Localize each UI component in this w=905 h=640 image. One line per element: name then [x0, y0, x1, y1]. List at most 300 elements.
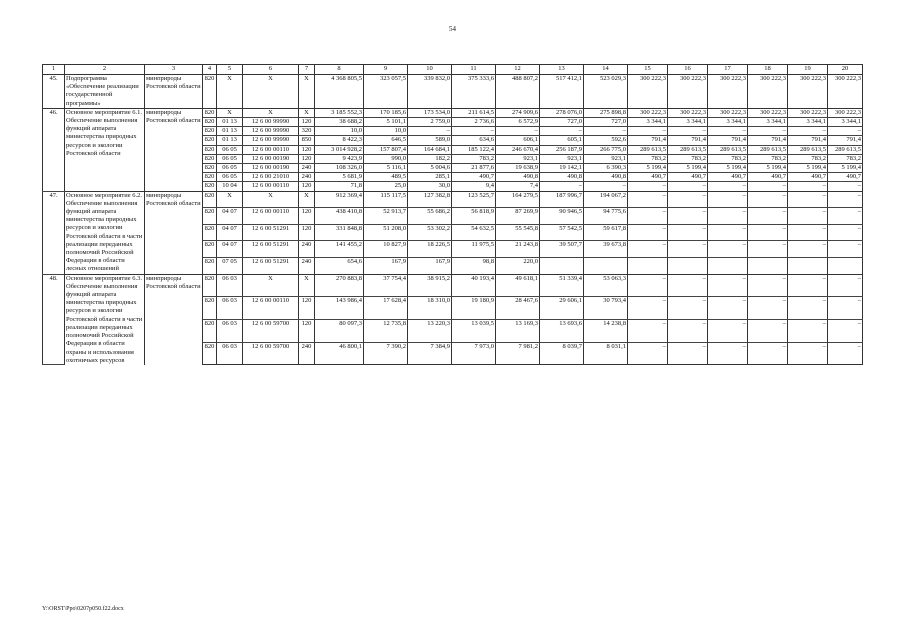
amount-cell: 3 014 928,2 — [315, 145, 364, 154]
amount-cell: – — [708, 320, 748, 343]
budget-code-cell: 820 — [203, 145, 217, 154]
column-number-header: 11 — [452, 65, 496, 75]
amount-cell: 167,9 — [408, 258, 452, 275]
budget-code-cell: 820 — [203, 320, 217, 343]
budget-code-cell: Х — [299, 191, 315, 208]
amount-cell: – — [708, 208, 748, 225]
amount-cell: 54 632,5 — [452, 224, 496, 241]
amount-cell: 375 333,6 — [452, 75, 496, 109]
amount-cell: 19 638,9 — [496, 164, 540, 173]
budget-code-cell: 240 — [299, 258, 315, 275]
amount-cell: 53 063,3 — [584, 274, 628, 297]
table-row — [43, 274, 863, 297]
amount-cell: 523 029,3 — [584, 75, 628, 109]
amount-cell: 10,0 — [315, 127, 364, 136]
amount-cell: – — [584, 127, 628, 136]
amount-cell: 5 199,4 — [628, 164, 668, 173]
amount-cell: 21 877,6 — [452, 164, 496, 173]
budget-code-cell: 12 6 00 51291 — [243, 258, 299, 275]
amount-cell: – — [668, 127, 708, 136]
amount-cell: 220,0 — [496, 258, 540, 275]
column-number-header: 15 — [628, 65, 668, 75]
amount-cell — [540, 258, 584, 275]
amount-cell: 7 384,9 — [408, 342, 452, 365]
amount-cell: 5 101,1 — [364, 118, 408, 127]
amount-cell: – — [668, 182, 708, 191]
budget-table-container — [42, 64, 862, 604]
amount-cell: 783,2 — [708, 154, 748, 163]
budget-code-cell: 12 6 00 00110 — [243, 208, 299, 225]
amount-cell: 182,2 — [408, 154, 452, 163]
amount-cell: 18 310,0 — [408, 297, 452, 320]
amount-cell: – — [628, 127, 668, 136]
amount-cell: 7 981,2 — [496, 342, 540, 365]
amount-cell: 164 279,5 — [496, 191, 540, 208]
budget-code-cell: 12 6 00 51291 — [243, 224, 299, 241]
amount-cell: 52 913,7 — [364, 208, 408, 225]
amount-cell: – — [748, 224, 788, 241]
budget-code-cell: 06 03 — [217, 297, 243, 320]
row-number: 48. — [43, 274, 65, 365]
amount-cell: 127 382,8 — [408, 191, 452, 208]
amount-cell: 783,2 — [668, 154, 708, 163]
amount-cell: 19 142,1 — [540, 164, 584, 173]
budget-code-cell: 820 — [203, 118, 217, 127]
amount-cell: – — [788, 127, 828, 136]
amount-cell: 185 122,4 — [452, 145, 496, 154]
amount-cell: 80 097,3 — [315, 320, 364, 343]
amount-cell: – — [628, 297, 668, 320]
amount-cell: – — [748, 297, 788, 320]
budget-code-cell: 12 6 00 51291 — [243, 241, 299, 258]
amount-cell: 490,7 — [788, 173, 828, 182]
budget-code-cell: 06 05 — [217, 154, 243, 163]
amount-cell: 30 793,4 — [584, 297, 628, 320]
program-name: Основное мероприятие 6.2. Обеспечение выполнения функций аппарата министерства природных ресурсов и экологии Ростовской области в части реализации переданных полномочий Российской Федерации в области лесных отношений — [65, 191, 145, 274]
budget-code-cell: 12 6 00 59700 — [243, 320, 299, 343]
budget-code-cell: 820 — [203, 258, 217, 275]
budget-code-cell: 120 — [299, 118, 315, 127]
amount-cell: – — [828, 182, 863, 191]
amount-cell: – — [668, 191, 708, 208]
amount-cell: 3 344,1 — [828, 118, 863, 127]
amount-cell: – — [708, 342, 748, 365]
row-number: 46. — [43, 108, 65, 191]
amount-cell: – — [748, 342, 788, 365]
budget-code-cell: 10 04 — [217, 182, 243, 191]
amount-cell: 783,2 — [748, 154, 788, 163]
amount-cell: – — [540, 182, 584, 191]
amount-cell: 606,1 — [496, 136, 540, 145]
amount-cell: 173 534,0 — [408, 108, 452, 117]
amount-cell: 490,8 — [540, 173, 584, 182]
amount-cell: – — [708, 274, 748, 297]
budget-code-cell: 820 — [203, 241, 217, 258]
amount-cell: 339 832,0 — [408, 75, 452, 109]
budget-code-cell: 820 — [203, 127, 217, 136]
amount-cell: 5 199,4 — [788, 164, 828, 173]
budget-code-cell: 06 03 — [217, 320, 243, 343]
amount-cell: 94 775,6 — [584, 208, 628, 225]
amount-cell: 289 613,5 — [708, 145, 748, 154]
amount-cell: 3 344,1 — [708, 118, 748, 127]
budget-code-cell: 240 — [299, 164, 315, 173]
budget-code-cell: 01 13 — [217, 136, 243, 145]
amount-cell: 923,1 — [584, 154, 628, 163]
amount-cell: 331 848,8 — [315, 224, 364, 241]
budget-code-cell: 12 6 00 00190 — [243, 164, 299, 173]
amount-cell: 300 222,3 — [708, 75, 748, 109]
budget-code-cell: 12 6 00 59700 — [243, 342, 299, 365]
budget-code-cell: 06 05 — [217, 164, 243, 173]
amount-cell: – — [748, 241, 788, 258]
amount-cell: – — [496, 127, 540, 136]
amount-cell: – — [788, 191, 828, 208]
amount-cell: – — [628, 342, 668, 365]
amount-cell: 274 909,6 — [496, 108, 540, 117]
budget-code-cell: Х — [299, 75, 315, 109]
amount-cell: 13 039,5 — [452, 320, 496, 343]
table-row — [43, 75, 863, 109]
amount-cell: 300 222,3 — [628, 75, 668, 109]
amount-cell: 37 754,4 — [364, 274, 408, 297]
amount-cell: 5 199,4 — [708, 164, 748, 173]
amount-cell: 167,9 — [364, 258, 408, 275]
budget-code-cell: 820 — [203, 136, 217, 145]
column-number-header: 16 — [668, 65, 708, 75]
budget-code-cell: 06 03 — [217, 342, 243, 365]
column-number-header: 14 — [584, 65, 628, 75]
amount-cell: 490,7 — [668, 173, 708, 182]
budget-code-cell: Х — [217, 191, 243, 208]
amount-cell: 2 736,6 — [452, 118, 496, 127]
amount-cell: 187 996,7 — [540, 191, 584, 208]
row-number: 47. — [43, 191, 65, 274]
budget-code-cell: 120 — [299, 320, 315, 343]
amount-cell: 5 004,6 — [408, 164, 452, 173]
column-number-header: 12 — [496, 65, 540, 75]
column-number-header: 5 — [217, 65, 243, 75]
amount-cell: 7,4 — [496, 182, 540, 191]
amount-cell: 115 117,5 — [364, 191, 408, 208]
amount-cell: – — [828, 224, 863, 241]
budget-code-cell: 820 — [203, 182, 217, 191]
amount-cell: 9 423,9 — [315, 154, 364, 163]
amount-cell: 30,0 — [408, 182, 452, 191]
budget-code-cell: 820 — [203, 224, 217, 241]
amount-cell: 654,6 — [315, 258, 364, 275]
amount-cell: 246 670,4 — [496, 145, 540, 154]
amount-cell: 2 759,0 — [408, 118, 452, 127]
budget-code-cell: 07 05 — [217, 258, 243, 275]
amount-cell: 3 344,1 — [748, 118, 788, 127]
amount-cell: 25,0 — [364, 182, 408, 191]
budget-code-cell: 04 07 — [217, 241, 243, 258]
amount-cell: 3 344,1 — [628, 118, 668, 127]
amount-cell: 278 076,0 — [540, 108, 584, 117]
budget-code-cell: 120 — [299, 208, 315, 225]
amount-cell: – — [584, 182, 628, 191]
amount-cell: 90 946,5 — [540, 208, 584, 225]
amount-cell: 791,4 — [748, 136, 788, 145]
budget-code-cell: 820 — [203, 208, 217, 225]
amount-cell: – — [788, 274, 828, 297]
amount-cell: 285,1 — [408, 173, 452, 182]
amount-cell: 300 222,3 — [668, 75, 708, 109]
column-number-header: 8 — [315, 65, 364, 75]
column-number-header: 18 — [748, 65, 788, 75]
column-number-header: 6 — [243, 65, 299, 75]
amount-cell: 489,5 — [364, 173, 408, 182]
amount-cell: 517 412,1 — [540, 75, 584, 109]
budget-code-cell: 01 13 — [217, 127, 243, 136]
amount-cell: 783,2 — [452, 154, 496, 163]
amount-cell: – — [748, 191, 788, 208]
amount-cell: 7 973,0 — [452, 342, 496, 365]
budget-code-cell: 12 6 00 00110 — [243, 145, 299, 154]
amount-cell: 3 344,1 — [668, 118, 708, 127]
budget-code-cell: 06 05 — [217, 173, 243, 182]
amount-cell: 300 222,3 — [668, 108, 708, 117]
amount-cell: 39 507,7 — [540, 241, 584, 258]
column-number-header: 9 — [364, 65, 408, 75]
amount-cell: 646,5 — [364, 136, 408, 145]
amount-cell: 143 986,4 — [315, 297, 364, 320]
budget-code-cell: 820 — [203, 154, 217, 163]
budget-code-cell: 240 — [299, 342, 315, 365]
amount-cell: 108 326,0 — [315, 164, 364, 173]
amount-cell: – — [828, 342, 863, 365]
amount-cell: 923,1 — [540, 154, 584, 163]
amount-cell: 56 818,9 — [452, 208, 496, 225]
budget-code-cell: 820 — [203, 342, 217, 365]
responsible-executor: минприроды Ростовской области — [145, 75, 203, 109]
amount-cell: – — [828, 208, 863, 225]
amount-cell: 490,7 — [628, 173, 668, 182]
amount-cell: 300 222,3 — [748, 75, 788, 109]
amount-cell: 5 116,1 — [364, 164, 408, 173]
column-number-header: 1 — [43, 65, 65, 75]
amount-cell: 490,7 — [828, 173, 863, 182]
amount-cell: 10,0 — [364, 127, 408, 136]
amount-cell: 164 684,1 — [408, 145, 452, 154]
amount-cell: – — [788, 297, 828, 320]
budget-code-cell: 240 — [299, 173, 315, 182]
table-row — [43, 108, 863, 117]
budget-code-cell: 120 — [299, 297, 315, 320]
budget-code-cell: 820 — [203, 297, 217, 320]
amount-cell: 438 410,8 — [315, 208, 364, 225]
amount-cell: 211 614,5 — [452, 108, 496, 117]
table-row — [43, 191, 863, 208]
amount-cell: 71,8 — [315, 182, 364, 191]
amount-cell: – — [708, 191, 748, 208]
amount-cell: 5 199,4 — [828, 164, 863, 173]
amount-cell: 40 193,4 — [452, 274, 496, 297]
amount-cell: 592,6 — [584, 136, 628, 145]
amount-cell: 5 199,4 — [668, 164, 708, 173]
column-number-header: 20 — [828, 65, 863, 75]
amount-cell: 783,2 — [628, 154, 668, 163]
amount-cell: – — [748, 182, 788, 191]
budget-code-cell: 12 6 00 99990 — [243, 136, 299, 145]
amount-cell: 727,0 — [540, 118, 584, 127]
amount-cell: 300 222,3 — [748, 108, 788, 117]
amount-cell: 12 735,8 — [364, 320, 408, 343]
amount-cell: 6 390,3 — [584, 164, 628, 173]
budget-code-cell: 120 — [299, 145, 315, 154]
amount-cell: 990,0 — [364, 154, 408, 163]
amount-cell: 634,6 — [452, 136, 496, 145]
budget-code-cell: 04 07 — [217, 224, 243, 241]
budget-code-cell: 12 6 00 99990 — [243, 118, 299, 127]
amount-cell: 46 800,1 — [315, 342, 364, 365]
amount-cell: – — [628, 224, 668, 241]
amount-cell — [584, 258, 628, 275]
amount-cell: – — [748, 127, 788, 136]
amount-cell: 87 269,9 — [496, 208, 540, 225]
amount-cell: 923,1 — [496, 154, 540, 163]
amount-cell: 270 883,8 — [315, 274, 364, 297]
amount-cell: 141 455,2 — [315, 241, 364, 258]
responsible-executor: минприроды Ростовской области — [145, 191, 203, 274]
amount-cell: – — [828, 241, 863, 258]
amount-cell: 275 898,8 — [584, 108, 628, 117]
budget-code-cell: 12 6 00 99990 — [243, 127, 299, 136]
amount-cell: 605,1 — [540, 136, 584, 145]
amount-cell — [628, 258, 668, 275]
amount-cell — [668, 258, 708, 275]
budget-table — [42, 64, 863, 365]
amount-cell: 300 222,3 — [788, 75, 828, 109]
amount-cell: 791,4 — [668, 136, 708, 145]
budget-code-cell: 820 — [203, 75, 217, 109]
amount-cell: 5 199,4 — [748, 164, 788, 173]
file-path-footer: Y:\ORST\Ppo\0207p050.f22.docx — [42, 606, 124, 612]
column-number-header: 7 — [299, 65, 315, 75]
amount-cell: 791,4 — [828, 136, 863, 145]
column-number-header-row — [43, 65, 863, 75]
budget-code-cell: 850 — [299, 136, 315, 145]
amount-cell: – — [788, 224, 828, 241]
amount-cell: 783,2 — [788, 154, 828, 163]
amount-cell: 19 180,9 — [452, 297, 496, 320]
budget-code-cell: 820 — [203, 108, 217, 117]
amount-cell: – — [668, 241, 708, 258]
row-number: 45. — [43, 75, 65, 109]
amount-cell: – — [708, 241, 748, 258]
budget-code-cell: 12 6 00 00110 — [243, 182, 299, 191]
amount-cell: 300 222,3 — [628, 108, 668, 117]
program-name: Основное мероприятие 6.1. Обеспечение выполнения функций аппарата министерства природных ресурсов и экологии Ростовской области — [65, 108, 145, 191]
amount-cell — [748, 258, 788, 275]
amount-cell — [788, 258, 828, 275]
amount-cell: – — [628, 191, 668, 208]
amount-cell: 8 422,3 — [315, 136, 364, 145]
amount-cell: 194 067,2 — [584, 191, 628, 208]
budget-code-cell: 120 — [299, 224, 315, 241]
amount-cell: 10 827,9 — [364, 241, 408, 258]
amount-cell: 3 185 552,3 — [315, 108, 364, 117]
amount-cell: 13 220,3 — [408, 320, 452, 343]
amount-cell: 13 693,6 — [540, 320, 584, 343]
budget-code-cell: Х — [243, 274, 299, 297]
amount-cell: 11 975,5 — [452, 241, 496, 258]
amount-cell: – — [788, 320, 828, 343]
amount-cell: 123 525,7 — [452, 191, 496, 208]
amount-cell: 289 613,5 — [788, 145, 828, 154]
amount-cell: – — [828, 297, 863, 320]
amount-cell: – — [668, 274, 708, 297]
column-number-header: 10 — [408, 65, 452, 75]
amount-cell: 55 686,2 — [408, 208, 452, 225]
amount-cell: 490,7 — [452, 173, 496, 182]
budget-code-cell: Х — [217, 75, 243, 109]
budget-code-cell: Х — [243, 108, 299, 117]
amount-cell: – — [828, 191, 863, 208]
amount-cell: 289 613,5 — [828, 145, 863, 154]
budget-code-cell: 820 — [203, 164, 217, 173]
amount-cell: – — [628, 320, 668, 343]
budget-code-cell: 12 6 00 21010 — [243, 173, 299, 182]
budget-code-cell: 04 07 — [217, 208, 243, 225]
amount-cell: 18 226,5 — [408, 241, 452, 258]
amount-cell: – — [788, 241, 828, 258]
amount-cell: 300 222,3 — [828, 75, 863, 109]
amount-cell: – — [628, 241, 668, 258]
amount-cell: 3 344,1 — [788, 118, 828, 127]
amount-cell: 170 185,6 — [364, 108, 408, 117]
amount-cell — [828, 258, 863, 275]
program-name: Основное мероприятие 6.3. Обеспечение выполнения функций аппарата министерства природных ресурсов и экологии Ростовской области в части реализации переданных полномочий Российской Федерации в области охраны и использования охотничьих ресурсов — [65, 274, 145, 365]
amount-cell: 323 057,5 — [364, 75, 408, 109]
amount-cell: 490,8 — [584, 173, 628, 182]
amount-cell: – — [788, 208, 828, 225]
amount-cell: – — [828, 274, 863, 297]
amount-cell: – — [788, 182, 828, 191]
amount-cell: 488 807,2 — [496, 75, 540, 109]
amount-cell: 39 673,8 — [584, 241, 628, 258]
amount-cell: – — [708, 297, 748, 320]
budget-code-cell: 820 — [203, 173, 217, 182]
amount-cell: 98,8 — [452, 258, 496, 275]
amount-cell: 490,8 — [496, 173, 540, 182]
amount-cell: – — [708, 127, 748, 136]
column-number-header: 17 — [708, 65, 748, 75]
amount-cell: – — [628, 274, 668, 297]
amount-cell: 300 222,3 — [788, 108, 828, 117]
amount-cell: 4 368 805,5 — [315, 75, 364, 109]
amount-cell: 300 222,3 — [708, 108, 748, 117]
amount-cell: – — [540, 127, 584, 136]
amount-cell: – — [628, 182, 668, 191]
budget-code-cell: 820 — [203, 274, 217, 297]
budget-code-cell: 01 13 — [217, 118, 243, 127]
budget-code-cell: Х — [299, 274, 315, 297]
amount-cell: 38 915,2 — [408, 274, 452, 297]
amount-cell: 29 606,1 — [540, 297, 584, 320]
amount-cell: – — [828, 320, 863, 343]
amount-cell: 912 369,4 — [315, 191, 364, 208]
budget-code-cell: Х — [243, 191, 299, 208]
budget-code-cell: 240 — [299, 241, 315, 258]
budget-code-cell: 120 — [299, 154, 315, 163]
table-body — [43, 75, 863, 365]
amount-cell: 28 467,6 — [496, 297, 540, 320]
amount-cell: 13 169,3 — [496, 320, 540, 343]
amount-cell: – — [708, 182, 748, 191]
amount-cell: 14 238,8 — [584, 320, 628, 343]
